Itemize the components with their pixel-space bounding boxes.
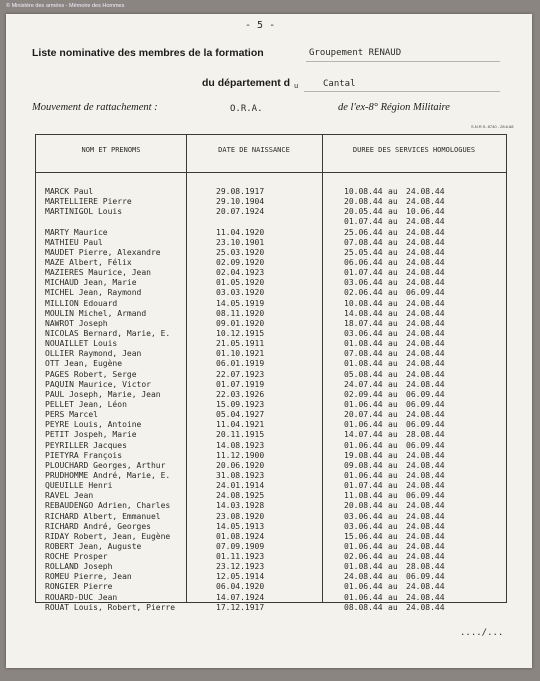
birth-date: 09.01.1920 bbox=[216, 318, 265, 328]
table-row bbox=[36, 420, 506, 430]
birth-date: 01.11.1923 bbox=[216, 552, 265, 562]
service-start: 15.06.44 bbox=[344, 531, 383, 541]
service-au: au bbox=[388, 227, 398, 237]
service-end: 24.08.44 bbox=[406, 531, 445, 541]
table-row bbox=[36, 461, 506, 471]
formation-underline bbox=[306, 61, 500, 62]
member-name: NAWROT Joseph bbox=[45, 318, 108, 328]
table-row bbox=[36, 228, 506, 238]
birth-date: 24.01.1914 bbox=[216, 481, 265, 491]
service-end: 24.08.44 bbox=[406, 410, 445, 420]
service-end: 06.09.44 bbox=[406, 572, 445, 582]
service-start: 01.06.44 bbox=[344, 541, 383, 551]
service-au: au bbox=[388, 318, 398, 328]
service-au: au bbox=[388, 552, 398, 562]
member-name: NOUAILLET Louis bbox=[45, 339, 118, 349]
birth-date: 06.01.1919 bbox=[216, 359, 265, 369]
service-end: 24.08.44 bbox=[406, 328, 445, 338]
service-end: 24.08.44 bbox=[406, 450, 445, 460]
table-row bbox=[36, 582, 506, 592]
birth-date: 01.07.1919 bbox=[216, 379, 265, 389]
birth-date: 29.10.1904 bbox=[216, 197, 265, 207]
member-name: PETIT Jospeh, Marie bbox=[45, 430, 137, 440]
table-row bbox=[36, 400, 506, 410]
member-name: PEYRILLER Jacques bbox=[45, 440, 127, 450]
service-au: au bbox=[388, 460, 398, 470]
service-start: 03.06.44 bbox=[344, 511, 383, 521]
member-name: MOULIN Michel, Armand bbox=[45, 308, 147, 318]
page-number: - 5 - bbox=[245, 20, 276, 31]
movement-value: O.R.A. bbox=[230, 104, 263, 114]
member-name: NICOLAS Bernard, Marie, E. bbox=[45, 328, 171, 338]
table-row bbox=[36, 238, 506, 248]
service-end: 24.08.44 bbox=[406, 602, 445, 612]
member-name: RAVEL Jean bbox=[45, 491, 94, 501]
service-start: 24.07.44 bbox=[344, 379, 383, 389]
birth-date: 22.07.1923 bbox=[216, 369, 265, 379]
service-start: 20.07.44 bbox=[344, 410, 383, 420]
table-row bbox=[36, 370, 506, 380]
table-row bbox=[36, 542, 506, 552]
birth-date: 14.05.1913 bbox=[216, 521, 265, 531]
service-end: 24.08.44 bbox=[406, 359, 445, 369]
birth-date: 23.12.1923 bbox=[216, 562, 265, 572]
service-start: 14.08.44 bbox=[344, 308, 383, 318]
table-row bbox=[36, 207, 506, 217]
member-name: OTT Jean, Eugène bbox=[45, 359, 123, 369]
service-start: 25.05.44 bbox=[344, 247, 383, 257]
birth-date: 14.03.1928 bbox=[216, 501, 265, 511]
service-end: 06.09.44 bbox=[406, 491, 445, 501]
member-name: MARTY Maurice bbox=[45, 227, 108, 237]
member-name: MICHEL Jean, Raymond bbox=[45, 288, 142, 298]
birth-date: 02.04.1923 bbox=[216, 268, 265, 278]
form-reference: S.N.R.S. 8740 - 28.6.68 bbox=[471, 124, 514, 129]
birth-date: 24.08.1925 bbox=[216, 491, 265, 501]
member-name: OLLIER Raymond, Jean bbox=[45, 349, 142, 359]
formation-value: Groupement RENAUD bbox=[309, 48, 402, 58]
birth-date: 15.09.1923 bbox=[216, 399, 265, 409]
service-au: au bbox=[388, 187, 398, 196]
table-row bbox=[36, 572, 506, 582]
movement-label: Mouvement de rattachement : bbox=[32, 102, 158, 113]
department-value: Cantal bbox=[323, 79, 356, 89]
table-row bbox=[36, 441, 506, 451]
service-start: 01.06.44 bbox=[344, 592, 383, 602]
member-name: MICHAUD Jean, Marie bbox=[45, 278, 137, 288]
service-end: 24.08.44 bbox=[406, 308, 445, 318]
service-end: 24.08.44 bbox=[406, 217, 445, 227]
table-row bbox=[36, 430, 506, 440]
service-end: 24.08.44 bbox=[406, 268, 445, 278]
member-name: ROBERT Jean, Auguste bbox=[45, 541, 142, 551]
table-row bbox=[36, 532, 506, 542]
table-row bbox=[36, 491, 506, 501]
service-au: au bbox=[388, 207, 398, 217]
member-name: RICHARD André, Georges bbox=[45, 521, 151, 531]
service-start: 09.08.44 bbox=[344, 460, 383, 470]
table-row bbox=[36, 380, 506, 390]
service-au: au bbox=[388, 511, 398, 521]
service-start: 11.08.44 bbox=[344, 491, 383, 501]
service-end: 24.08.44 bbox=[406, 511, 445, 521]
service-au: au bbox=[388, 521, 398, 531]
table-row bbox=[36, 278, 506, 288]
service-au: au bbox=[388, 491, 398, 501]
service-end: 06.09.44 bbox=[406, 420, 445, 430]
birth-date: 02.09.1920 bbox=[216, 257, 265, 267]
table-row bbox=[36, 268, 506, 278]
table-body bbox=[36, 187, 506, 613]
member-name: PAQUIN Maurice, Victor bbox=[45, 379, 151, 389]
birth-date: 22.03.1926 bbox=[216, 389, 265, 399]
table-row bbox=[36, 217, 506, 227]
service-start: 01.08.44 bbox=[344, 339, 383, 349]
service-au: au bbox=[388, 501, 398, 511]
service-au: au bbox=[388, 298, 398, 308]
service-au: au bbox=[388, 481, 398, 491]
birth-date: 01.08.1924 bbox=[216, 531, 265, 541]
birth-date: 06.04.1920 bbox=[216, 582, 265, 592]
service-au: au bbox=[388, 349, 398, 359]
service-au: au bbox=[388, 450, 398, 460]
table-row bbox=[36, 501, 506, 511]
table-row bbox=[36, 552, 506, 562]
member-name: PEYRE Louis, Antoine bbox=[45, 420, 142, 430]
service-start: 19.08.44 bbox=[344, 450, 383, 460]
member-name: MARCK Paul bbox=[45, 187, 94, 196]
member-name: MARTELLIERE Pierre bbox=[45, 197, 132, 207]
members-table bbox=[35, 134, 507, 612]
service-end: 24.08.44 bbox=[406, 470, 445, 480]
service-end: 28.08.44 bbox=[406, 562, 445, 572]
service-au: au bbox=[388, 602, 398, 612]
service-start: 10.08.44 bbox=[344, 298, 383, 308]
service-start: 01.07.44 bbox=[344, 217, 383, 227]
member-name: RICHARD Albert, Emmanuel bbox=[45, 511, 161, 521]
service-au: au bbox=[388, 217, 398, 227]
service-start: 08.08.44 bbox=[344, 602, 383, 612]
service-au: au bbox=[388, 237, 398, 247]
service-start: 06.06.44 bbox=[344, 257, 383, 267]
birth-date: 23.10.1901 bbox=[216, 237, 265, 247]
member-name: MARTINIGOL Louis bbox=[45, 207, 123, 217]
table-row bbox=[36, 451, 506, 461]
service-end: 24.08.44 bbox=[406, 298, 445, 308]
service-au: au bbox=[388, 399, 398, 409]
service-end: 10.06.44 bbox=[406, 207, 445, 217]
service-start: 01.06.44 bbox=[344, 399, 383, 409]
table-row bbox=[36, 299, 506, 309]
table-row bbox=[36, 309, 506, 319]
service-au: au bbox=[388, 470, 398, 480]
service-au: au bbox=[388, 339, 398, 349]
birth-date: 08.11.1920 bbox=[216, 308, 265, 318]
member-name: ROUAT Louis, Robert, Pierre bbox=[45, 602, 176, 612]
service-start: 07.08.44 bbox=[344, 237, 383, 247]
service-end: 28.08.44 bbox=[406, 430, 445, 440]
birth-date: 23.08.1920 bbox=[216, 511, 265, 521]
service-au: au bbox=[388, 278, 398, 288]
table-header bbox=[36, 135, 506, 173]
service-end: 24.08.44 bbox=[406, 197, 445, 207]
service-au: au bbox=[388, 572, 398, 582]
birth-date: 20.07.1924 bbox=[216, 207, 265, 217]
member-name: PLOUCHARD Georges, Arthur bbox=[45, 460, 166, 470]
service-au: au bbox=[388, 288, 398, 298]
service-start: 14.07.44 bbox=[344, 430, 383, 440]
service-start: 02.06.44 bbox=[344, 288, 383, 298]
document-page bbox=[6, 14, 532, 668]
title-label: Liste nominative des membres de la formation bbox=[32, 47, 264, 59]
table-row bbox=[36, 562, 506, 572]
service-start: 03.06.44 bbox=[344, 278, 383, 288]
table-row bbox=[36, 471, 506, 481]
service-start: 05.08.44 bbox=[344, 369, 383, 379]
service-start: 24.08.44 bbox=[344, 572, 383, 582]
member-name: PERS Marcel bbox=[45, 410, 98, 420]
service-start: 10.08.44 bbox=[344, 187, 383, 196]
service-au: au bbox=[388, 308, 398, 318]
birth-date: 11.04.1921 bbox=[216, 420, 265, 430]
table-row bbox=[36, 187, 506, 197]
department-suffix: u bbox=[294, 82, 299, 90]
service-start: 20.08.44 bbox=[344, 501, 383, 511]
service-au: au bbox=[388, 369, 398, 379]
table-row bbox=[36, 197, 506, 207]
service-end: 24.08.44 bbox=[406, 541, 445, 551]
service-end: 24.08.44 bbox=[406, 227, 445, 237]
birth-date: 17.12.1917 bbox=[216, 602, 265, 612]
table-row bbox=[36, 319, 506, 329]
member-name: RONGIER Pierre bbox=[45, 582, 113, 592]
birth-date: 25.03.1920 bbox=[216, 247, 265, 257]
service-end: 24.08.44 bbox=[406, 349, 445, 359]
service-end: 24.08.44 bbox=[406, 318, 445, 328]
service-au: au bbox=[388, 359, 398, 369]
service-end: 24.08.44 bbox=[406, 521, 445, 531]
service-end: 06.09.44 bbox=[406, 389, 445, 399]
member-name: ROUARD-DUC Jean bbox=[45, 592, 118, 602]
member-name: RIDAY Robert, Jean, Eugène bbox=[45, 531, 171, 541]
member-name: MAZIERES Maurice, Jean bbox=[45, 268, 151, 278]
service-end: 06.09.44 bbox=[406, 399, 445, 409]
service-start: 20.05.44 bbox=[344, 207, 383, 217]
table-row bbox=[36, 288, 506, 298]
table-row bbox=[36, 349, 506, 359]
member-name: PAGES Robert, Serge bbox=[45, 369, 137, 379]
service-start: 02.06.44 bbox=[344, 552, 383, 562]
service-start: 03.06.44 bbox=[344, 521, 383, 531]
service-au: au bbox=[388, 562, 398, 572]
table-row bbox=[36, 481, 506, 491]
member-name: MAZE Albert, Félix bbox=[45, 257, 132, 267]
service-start: 01.07.44 bbox=[344, 481, 383, 491]
table-row bbox=[36, 512, 506, 522]
birth-date: 05.04.1927 bbox=[216, 410, 265, 420]
birth-date: 10.12.1915 bbox=[216, 328, 265, 338]
birth-date: 14.08.1923 bbox=[216, 440, 265, 450]
service-au: au bbox=[388, 379, 398, 389]
member-name: PIETYRA François bbox=[45, 450, 123, 460]
region-label: de l'ex-8° Région Militaire bbox=[338, 102, 450, 113]
member-name: REBAUDENGO Adrien, Charles bbox=[45, 501, 171, 511]
service-au: au bbox=[388, 257, 398, 267]
service-end: 24.08.44 bbox=[406, 339, 445, 349]
service-end: 24.08.44 bbox=[406, 379, 445, 389]
department-underline bbox=[304, 91, 500, 92]
birth-date: 29.08.1917 bbox=[216, 187, 265, 196]
service-end: 24.08.44 bbox=[406, 460, 445, 470]
continued-marker: ..../... bbox=[460, 628, 504, 638]
service-end: 24.08.44 bbox=[406, 592, 445, 602]
table-row bbox=[36, 258, 506, 268]
member-name: MAUDET Pierre, Alexandre bbox=[45, 247, 161, 257]
service-end: 24.08.44 bbox=[406, 501, 445, 511]
service-end: 24.08.44 bbox=[406, 369, 445, 379]
service-start: 03.06.44 bbox=[344, 328, 383, 338]
birth-date: 03.03.1920 bbox=[216, 288, 265, 298]
member-name: ROMEU Pierre, Jean bbox=[45, 572, 132, 582]
service-end: 24.08.44 bbox=[406, 481, 445, 491]
column-header-birth: DATE DE NAISSANCE bbox=[218, 146, 290, 154]
service-start: 01.06.44 bbox=[344, 582, 383, 592]
service-au: au bbox=[388, 592, 398, 602]
service-start: 07.08.44 bbox=[344, 349, 383, 359]
birth-date: 31.08.1923 bbox=[216, 470, 265, 480]
member-name: MILLION Edouard bbox=[45, 298, 118, 308]
service-au: au bbox=[388, 197, 398, 207]
member-name: QUEUILLE Henri bbox=[45, 481, 113, 491]
service-start: 01.07.44 bbox=[344, 268, 383, 278]
service-au: au bbox=[388, 430, 398, 440]
service-end: 24.08.44 bbox=[406, 247, 445, 257]
birth-date: 14.07.1924 bbox=[216, 592, 265, 602]
birth-date: 20.11.1915 bbox=[216, 430, 265, 440]
service-au: au bbox=[388, 268, 398, 278]
service-end: 06.09.44 bbox=[406, 288, 445, 298]
service-au: au bbox=[388, 389, 398, 399]
member-name: PELLET Jean, Léon bbox=[45, 399, 127, 409]
birth-date: 01.10.1921 bbox=[216, 349, 265, 359]
department-label: du département d bbox=[202, 77, 291, 89]
service-start: 01.08.44 bbox=[344, 359, 383, 369]
service-start: 01.06.44 bbox=[344, 420, 383, 430]
table-row bbox=[36, 603, 506, 613]
service-end: 24.08.44 bbox=[406, 237, 445, 247]
service-end: 24.08.44 bbox=[406, 582, 445, 592]
member-name: PAUL Joseph, Marie, Jean bbox=[45, 389, 161, 399]
member-name: PRUDHOMME André, Marie, E. bbox=[45, 470, 171, 480]
service-end: 24.08.44 bbox=[406, 552, 445, 562]
table-row bbox=[36, 248, 506, 258]
birth-date: 11.04.1920 bbox=[216, 227, 265, 237]
member-name: MATHIEU Paul bbox=[45, 237, 103, 247]
table-row bbox=[36, 522, 506, 532]
birth-date: 12.05.1914 bbox=[216, 572, 265, 582]
birth-date: 14.05.1919 bbox=[216, 298, 265, 308]
table-row bbox=[36, 410, 506, 420]
service-au: au bbox=[388, 440, 398, 450]
service-au: au bbox=[388, 541, 398, 551]
service-start: 02.09.44 bbox=[344, 389, 383, 399]
service-au: au bbox=[388, 410, 398, 420]
service-au: au bbox=[388, 328, 398, 338]
member-name: ROCHE Prosper bbox=[45, 552, 108, 562]
service-end: 24.08.44 bbox=[406, 187, 445, 196]
birth-date: 11.12.1900 bbox=[216, 450, 265, 460]
service-end: 24.08.44 bbox=[406, 257, 445, 267]
member-name: ROLLAND Joseph bbox=[45, 562, 113, 572]
birth-date: 21.05.1911 bbox=[216, 339, 265, 349]
archive-watermark: © Ministère des armées - Mémoire des Hommes bbox=[6, 3, 125, 9]
table-row bbox=[36, 339, 506, 349]
service-au: au bbox=[388, 531, 398, 541]
table-row bbox=[36, 390, 506, 400]
service-start: 25.06.44 bbox=[344, 227, 383, 237]
service-start: 20.08.44 bbox=[344, 197, 383, 207]
service-end: 24.08.44 bbox=[406, 278, 445, 288]
table-row bbox=[36, 329, 506, 339]
service-au: au bbox=[388, 582, 398, 592]
table-row bbox=[36, 359, 506, 369]
service-start: 01.08.44 bbox=[344, 562, 383, 572]
service-au: au bbox=[388, 420, 398, 430]
service-au: au bbox=[388, 247, 398, 257]
service-start: 01.06.44 bbox=[344, 440, 383, 450]
column-header-name: NOM ET PRENOMS bbox=[81, 146, 141, 154]
service-start: 01.06.44 bbox=[344, 470, 383, 480]
service-end: 06.09.44 bbox=[406, 440, 445, 450]
birth-date: 01.05.1920 bbox=[216, 278, 265, 288]
column-header-services: DUREE DES SERVICES HOMOLOGUES bbox=[352, 146, 476, 154]
birth-date: 20.06.1920 bbox=[216, 460, 265, 470]
service-start: 18.07.44 bbox=[344, 318, 383, 328]
table-row bbox=[36, 593, 506, 603]
birth-date: 07.09.1909 bbox=[216, 541, 265, 551]
